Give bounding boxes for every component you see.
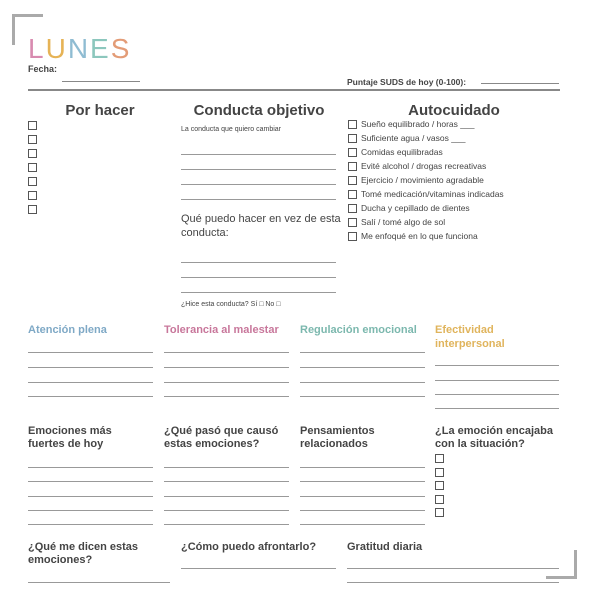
todo-checkbox[interactable] [28,149,37,158]
self-care-heading: Autocuidado [408,102,500,119]
did-behavior-check[interactable]: ¿Hice esta conducta? Sí □ No □ [181,301,281,308]
title-letter: S [110,33,132,64]
title-letter: L [28,33,46,64]
strong-emotions-heading: Emociones más fuertes de hoy [28,425,112,450]
alternative-question: Qué puedo hacer en vez de esta conducta: [181,213,341,239]
write-line[interactable] [28,367,153,368]
corner-mark-bottom-right [546,550,577,579]
related-thoughts-heading: Pensamientos relacionados [300,425,375,450]
write-line[interactable] [164,467,289,468]
write-line[interactable] [435,380,559,381]
self-care-item-label: Tomé medicación/vitaminas indicadas [361,189,504,199]
write-line[interactable] [181,262,336,263]
self-care-item-label: Sueño equilibrado / horas ___ [361,119,475,129]
self-care-checkbox[interactable] [348,176,357,185]
todo-checkbox[interactable] [28,135,37,144]
skill-distress-tolerance-label: Tolerancia al malestar [164,324,279,336]
write-line[interactable] [164,367,289,368]
write-line[interactable] [181,199,336,200]
emotion-cause-heading: ¿Qué pasó que causó estas emociones? [164,425,279,450]
write-line[interactable] [300,467,425,468]
todo-heading: Por hacer [65,102,135,119]
write-line[interactable] [435,365,559,366]
todo-checkbox[interactable] [28,177,37,186]
write-line[interactable] [300,510,425,511]
suds-field[interactable] [481,83,559,84]
self-care-item-label: Suficiente agua / vasos ___ [361,133,466,143]
write-line[interactable] [347,582,559,583]
title-letter: U [45,33,68,64]
write-line[interactable] [28,352,153,353]
emotion-fit-heading: ¿La emoción encajaba con la situación? [435,425,553,450]
write-line[interactable] [164,524,289,525]
self-care-checkbox[interactable] [348,134,357,143]
self-care-item-label: Me enfoqué en lo que funciona [361,231,478,241]
write-line[interactable] [300,524,425,525]
write-line[interactable] [181,154,336,155]
title-letter: E [90,33,111,64]
write-line[interactable] [28,582,170,583]
self-care-item-label: Evité alcohol / drogas recreativas [361,161,487,171]
write-line[interactable] [181,169,336,170]
write-line[interactable] [435,408,559,409]
write-line[interactable] [164,481,289,482]
date-field[interactable] [62,81,140,82]
write-line[interactable] [28,496,153,497]
self-care-checkbox[interactable] [348,218,357,227]
target-behavior-subtitle: La conducta que quiero cambiar [181,126,282,133]
skill-mindfulness-label: Atención plena [28,324,107,336]
write-line[interactable] [28,510,153,511]
write-line[interactable] [347,568,559,569]
write-line[interactable] [28,481,153,482]
self-care-checkbox[interactable] [348,232,357,241]
write-line[interactable] [181,277,336,278]
write-line[interactable] [300,367,425,368]
write-line[interactable] [28,382,153,383]
self-care-checkbox[interactable] [348,162,357,171]
emotion-fit-checkbox[interactable] [435,508,444,517]
write-line[interactable] [181,292,336,293]
write-line[interactable] [164,496,289,497]
write-line[interactable] [28,396,153,397]
self-care-item-label: Ejercicio / movimiento agradable [361,175,484,185]
write-line[interactable] [300,396,425,397]
self-care-checkbox[interactable] [348,148,357,157]
self-care-item-label: Ducha y cepillado de dientes [361,203,470,213]
self-care-checkbox[interactable] [348,190,357,199]
page-title [28,33,131,65]
write-line[interactable] [300,352,425,353]
title-letter: N [67,33,91,64]
self-care-item-label: Comidas equilibradas [361,147,443,157]
write-line[interactable] [435,394,559,395]
suds-label: Puntaje SUDS de hoy (0-100): [347,77,467,87]
target-behavior-heading: Conducta objetivo [193,102,325,119]
todo-checkbox[interactable] [28,191,37,200]
self-care-item-label: Salí / tomé algo de sol [361,217,446,227]
gratitude-heading: Gratitud diaria [347,541,423,553]
write-line[interactable] [28,467,153,468]
write-line[interactable] [164,396,289,397]
write-line[interactable] [300,382,425,383]
emotion-fit-checkbox[interactable] [435,495,444,504]
emotion-message-heading: ¿Qué me dicen estas emociones? [28,541,139,566]
write-line[interactable] [181,568,336,569]
header-divider [28,89,560,91]
emotion-fit-checkbox[interactable] [435,454,444,463]
emotion-fit-checkbox[interactable] [435,481,444,490]
todo-checkbox[interactable] [28,121,37,130]
self-care-checkbox[interactable] [348,204,357,213]
coping-heading: ¿Cómo puedo afrontarlo? [181,541,317,553]
write-line[interactable] [164,352,289,353]
write-line[interactable] [28,524,153,525]
self-care-checkbox[interactable] [348,120,357,129]
write-line[interactable] [300,481,425,482]
date-label: Fecha: [28,64,58,74]
write-line[interactable] [181,184,336,185]
write-line[interactable] [164,382,289,383]
skill-interpersonal-label: Efectividad interpersonal [435,324,505,350]
todo-checkbox[interactable] [28,205,37,214]
skill-emotion-regulation-label: Regulación emocional [300,324,417,336]
write-line[interactable] [300,496,425,497]
write-line[interactable] [164,510,289,511]
emotion-fit-checkbox[interactable] [435,468,444,477]
todo-checkbox[interactable] [28,163,37,172]
